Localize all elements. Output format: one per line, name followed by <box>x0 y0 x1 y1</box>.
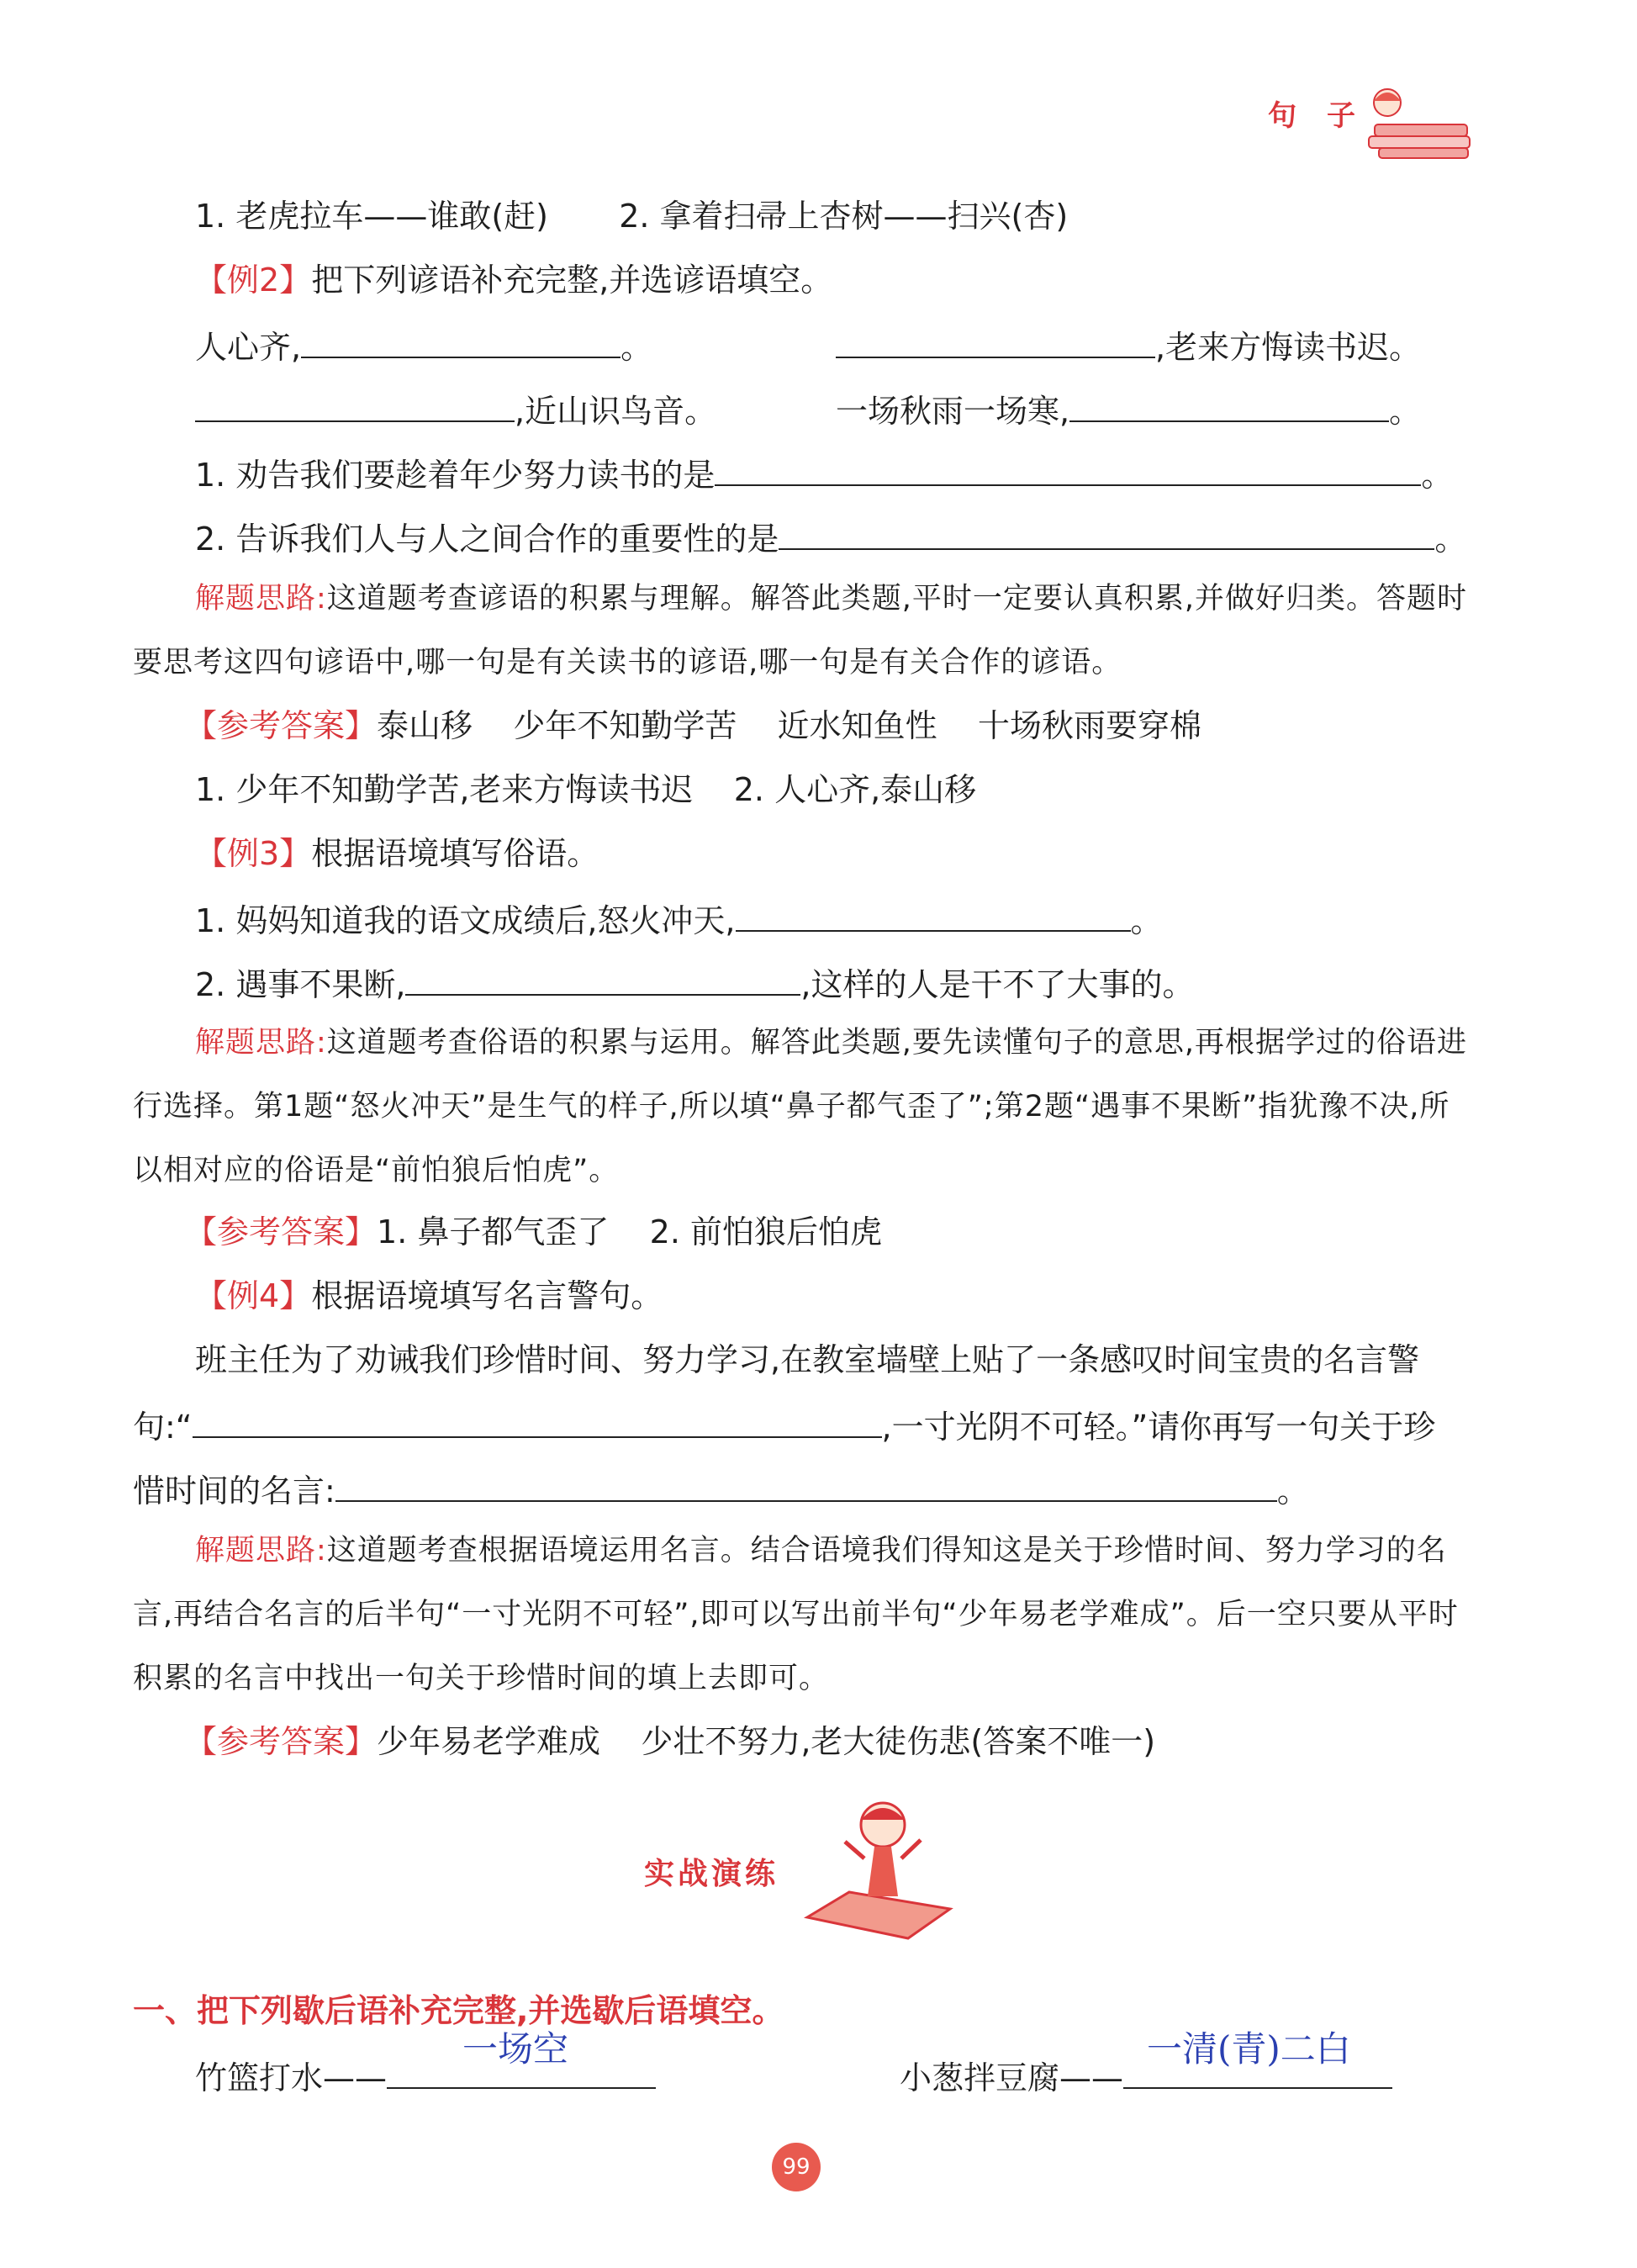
example3-answer <box>185 1211 882 1253</box>
example3-answer-text: 1. 鼻子都气歪了 2. 前怕狼后怕虎 <box>377 1213 883 1250</box>
example4-analysis-label: 解题思路: <box>195 1534 327 1568</box>
example4-text2-post: ,一寸光阴不可轻。”请你再写一句关于珍 <box>881 1409 1436 1446</box>
practice-item2-label: 小葱拌豆腐—— <box>900 2059 1124 2096</box>
proverb-2-text: ,老来方悔读书迟。 <box>1155 329 1422 366</box>
example4-text3-post: 。 <box>1276 1472 1309 1509</box>
example2-analysis-text: 这道题考查谚语的积累与理解。解答此类题,平时一定要认真积累,并做好归类。答题时要思考这四句谚语中,哪一句是有关读书的谚语,哪一句是有关合作的谚语。 <box>133 582 1468 679</box>
example3-q1-text: 1. 妈妈知道我的语文成绩后,怒火冲天, <box>195 902 736 939</box>
example4-motto-blank[interactable] <box>335 1467 1277 1502</box>
proverb-4-text: 一场秋雨一场寒, <box>836 393 1070 430</box>
example3-q1-blank[interactable] <box>736 896 1131 932</box>
proverb-blank-4 <box>836 387 1421 432</box>
practice-item2-answer: 一清(青)二白 <box>1147 2028 1351 2070</box>
example2-question2 <box>195 515 1466 560</box>
example4-text-line1 <box>195 1339 1419 1381</box>
example3-answer-label: 【参考答案】 <box>185 1213 378 1250</box>
example3-question1 <box>195 896 1163 942</box>
example4-answer-text: 少年易老学难成 少壮不努力,老大徒伤悲(答案不唯一) <box>377 1723 1156 1760</box>
practice-item1-label: 竹篮打水—— <box>195 2059 388 2096</box>
example3-heading <box>195 833 599 875</box>
proverb-blank-2 <box>836 323 1421 368</box>
example3-prompt: 根据语境填写俗语。 <box>311 835 599 872</box>
example4-text-line3 <box>133 1467 1309 1512</box>
proverb-1-text: 人心齐, <box>195 329 302 366</box>
example4-analysis-text: 这道题考查根据语境运用名言。结合语境我们得知这是关于珍惜时间、努力学习的名言,再结合名言的后半句“一寸光阴不可轻”,即可以写出前半句“少年易老学难成”。后一空只要从平时积累的名言中找出一句关于珍惜时间的填上去即可。 <box>133 1534 1459 1695</box>
example4-text1: 班主任为了劝诫我们珍惜时间、努力学习,在教室墙壁上贴了一条感叹时间宝贵的名言警 <box>195 1341 1420 1378</box>
example2-answer-label: 【参考答案】 <box>185 707 378 744</box>
example1-item1: 1. 老虎拉车——谁敢(赶) <box>195 198 548 235</box>
practice-item-2 <box>900 2028 1392 2099</box>
example2-q1-blank[interactable] <box>715 451 1421 486</box>
example2-q1-end: 。 <box>1421 457 1454 494</box>
example3-q1-end: 。 <box>1130 902 1163 939</box>
example2-q2-blank[interactable] <box>779 515 1434 550</box>
example2-analysis <box>133 567 1470 695</box>
proverb-3-text: ,近山识鸟音。 <box>515 393 717 430</box>
example2-q2-end: 。 <box>1434 521 1467 558</box>
practice-item1-blank[interactable] <box>387 2028 656 2089</box>
example4-text-line2 <box>133 1403 1435 1448</box>
example1-item2: 2. 拿着扫帚上杏树——扫兴(杏) <box>619 198 1069 235</box>
example3-analysis-text: 这道题考查俗语的积累与运用。解答此类题,要先读懂句子的意思,再根据学过的俗语进行选择。第1题“怒火冲天”是生气的样子,所以填“鼻子都气歪了”;第2题“遇事不果断”指犹豫不决,所以相对应的俗语是“前怕狼后怕虎”。 <box>133 1026 1468 1187</box>
example2-answer <box>185 705 1201 747</box>
example3-q2-blank[interactable] <box>405 960 800 996</box>
example4-heading <box>195 1275 663 1317</box>
example1-answers <box>195 195 1068 237</box>
proverb-1-blank[interactable] <box>301 323 620 358</box>
example4-analysis <box>133 1519 1470 1710</box>
practice-item2-blank[interactable] <box>1123 2028 1392 2089</box>
example2-heading <box>195 259 832 301</box>
example3-q2-text: 2. 遇事不果断, <box>195 966 406 1003</box>
example2-analysis-label: 解题思路: <box>195 582 327 616</box>
example2-q2-text: 2. 告诉我们人与人之间合作的重要性的是 <box>195 521 779 558</box>
example2-prompt: 把下列谚语补充完整,并选谚语填空。 <box>311 262 833 299</box>
proverb-3-blank[interactable] <box>195 387 515 422</box>
example4-text2-pre: 句:“ <box>133 1409 193 1446</box>
example4-tag: 【例4】 <box>195 1277 312 1314</box>
example2-answer-text: 泰山移 少年不知勤学苦 近水知鱼性 十场秋雨要穿棉 <box>377 707 1201 744</box>
example3-q2-end: ,这样的人是干不了大事的。 <box>800 966 1195 1003</box>
example4-answer-label: 【参考答案】 <box>185 1723 378 1760</box>
proverb-blank-1 <box>195 323 652 368</box>
practice-banner-title: 实战演练 <box>644 1857 779 1891</box>
example2-q1-text: 1. 劝告我们要趁着年少努力读书的是 <box>195 457 716 494</box>
page-number: 99 <box>772 2143 821 2191</box>
example2-answer-text2: 1. 少年不知勤学苦,老来方悔读书迟 2. 人心齐,泰山移 <box>195 771 977 808</box>
example2-tag: 【例2】 <box>195 262 312 299</box>
proverb-4-end: 。 <box>1389 393 1422 430</box>
example3-analysis-label: 解题思路: <box>195 1026 327 1060</box>
proverb-1-end: 。 <box>620 329 653 366</box>
proverb-2-blank[interactable] <box>836 323 1155 358</box>
example3-tag: 【例3】 <box>195 835 312 872</box>
header-title: 句子 <box>1268 99 1386 133</box>
example4-answer <box>185 1721 1155 1763</box>
example4-quote-blank[interactable] <box>193 1403 882 1438</box>
practice-item-1 <box>195 2028 656 2099</box>
example4-text3-pre: 惜时间的名言: <box>133 1472 335 1509</box>
example2-answer-line2 <box>195 769 976 811</box>
proverb-blank-3 <box>195 387 716 432</box>
practice-section-title: 一、把下列歇后语补充完整,并选歇后语填空。 <box>133 1992 784 2029</box>
proverb-4-blank[interactable] <box>1069 387 1389 422</box>
practice-banner-decoration <box>799 1791 967 1943</box>
example3-analysis <box>133 1011 1470 1203</box>
example2-question1 <box>195 451 1453 496</box>
example3-question2 <box>195 960 1195 1006</box>
practice-item1-answer: 一场空 <box>462 2028 569 2070</box>
example4-prompt: 根据语境填写名言警句。 <box>311 1277 663 1314</box>
